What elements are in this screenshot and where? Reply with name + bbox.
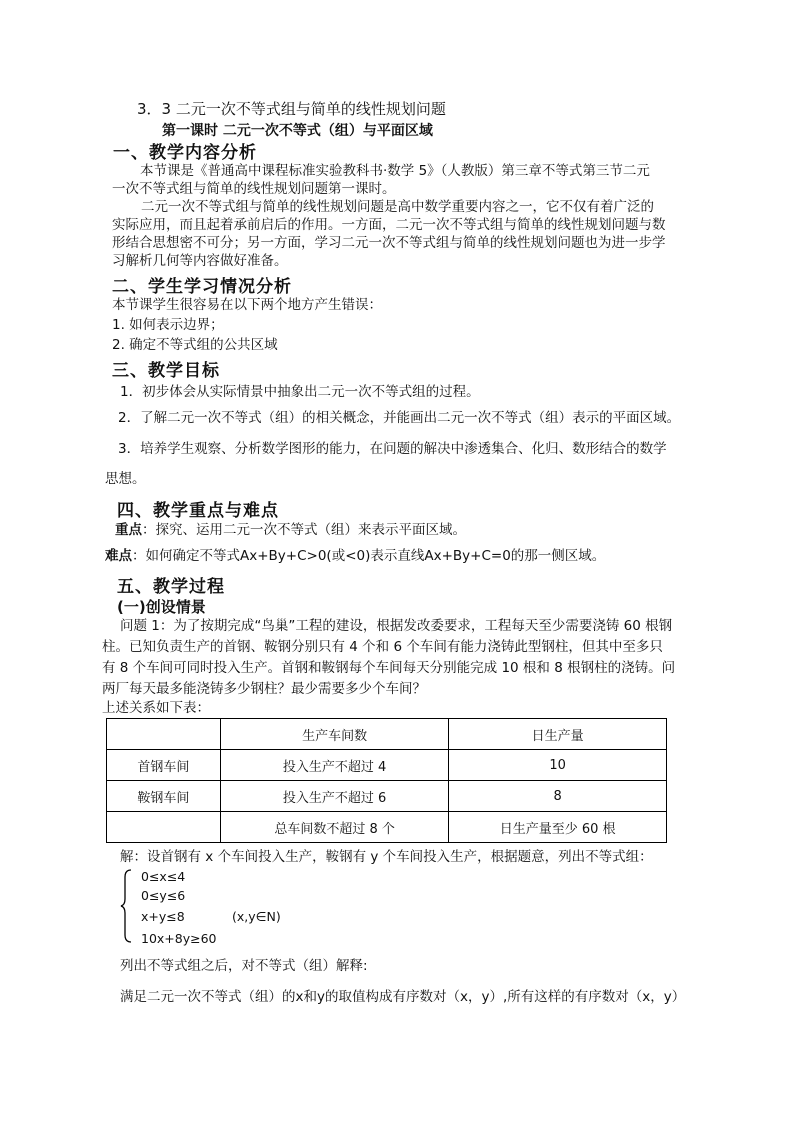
inequality-3: x+y≤8 <box>141 909 185 924</box>
table-cell: 投入生产不超过 6 <box>220 781 449 812</box>
difficulty-label: 难点 <box>105 548 132 564</box>
paragraph-line: 问题 1：为了按期完成“鸟巢”工程的建设，根据发改委要求，工程每天至少需要浇铸 60 根钢 <box>120 618 673 634</box>
table-row <box>107 781 667 812</box>
key-point-line <box>115 521 466 539</box>
table-cell <box>107 812 221 843</box>
key-point-label: 重点 <box>115 522 142 538</box>
paragraph-line: 两厂每天最多能浇铸多少钢柱？最少需要多少个车间？ <box>102 681 426 697</box>
list-item: 1. 如何表示边界； <box>112 317 224 333</box>
table-row <box>107 750 667 781</box>
subsection-heading: (一)创设情景 <box>117 598 206 616</box>
section-heading-key-points: 四、教学重点与难点 <box>117 501 279 521</box>
paragraph-line: 有 8 个车间可同时投入生产。首钢和鞍钢每个车间每天分别能完成 10 根和 8 根钢柱的浇铸。问 <box>102 660 676 676</box>
list-item: 2. 确定不等式组的公共区域 <box>112 337 278 353</box>
section-heading-process: 五、教学过程 <box>117 577 225 597</box>
table-header-row <box>107 719 667 750</box>
table-cell: 总车间数不超过 8 个 <box>220 812 449 843</box>
table-cell: 日生产量至少 60 根 <box>449 812 667 843</box>
table-cell: 8 <box>449 781 667 812</box>
table-cell <box>107 719 221 750</box>
table-cell: 首钢车间 <box>107 750 221 781</box>
table-row <box>107 812 667 843</box>
data-table <box>106 718 667 843</box>
paragraph-line: 满足二元一次不等式（组）的x和y的取值构成有序数对（x，y）,所有这样的有序数对（x，y） <box>120 989 686 1005</box>
lesson-subtitle: 第一课时 二元一次不等式（组）与平面区域 <box>162 123 433 139</box>
table-cell: 10 <box>449 750 667 781</box>
list-item: 3．培养学生观察、分析数学图形的能力，在问题的解决中渗透集合、化归、数形结合的数学 <box>118 441 667 457</box>
inequality-1: 0≤x≤4 <box>141 869 186 884</box>
list-item-continuation: 思想。 <box>105 471 146 487</box>
section-heading-student-analysis: 二、学生学习情况分析 <box>112 277 292 297</box>
inequality-2: 0≤y≤6 <box>141 888 186 903</box>
document-title: 3．3 二元一次不等式组与简单的线性规划问题 <box>137 100 446 118</box>
domain-condition: (x,y∈N) <box>232 909 281 924</box>
paragraph-line: 一次不等式组与简单的线性规划问题第一课时。 <box>112 181 396 197</box>
paragraph-line: 本节课学生很容易在以下两个地方产生错误： <box>112 297 382 313</box>
table-cell: 投入生产不超过 4 <box>220 750 449 781</box>
table-cell: 生产车间数 <box>220 719 449 750</box>
paragraph-line: 习解析几何等内容做好准备。 <box>112 253 288 269</box>
difficulty-line <box>105 547 605 565</box>
paragraph-line: 形结合思想密不可分；另一方面，学习二元一次不等式组与简单的线性规划问题也为进一步学 <box>112 235 666 251</box>
key-point-text: ：探究、运用二元一次不等式（组）来表示平面区域。 <box>142 522 466 538</box>
paragraph-line: 柱。已知负责生产的首钢、鞍钢分别只有 4 个和 6 个车间有能力浇铸此型钢柱，但其中至多只 <box>102 639 663 655</box>
section-heading-objectives: 三、教学目标 <box>112 361 220 381</box>
paragraph-line: 上述关系如下表： <box>102 700 210 716</box>
paragraph-line: 列出不等式组之后，对不等式（组）解释: <box>120 958 368 974</box>
left-brace-icon <box>120 869 132 943</box>
section-heading-content-analysis: 一、教学内容分析 <box>113 143 257 163</box>
difficulty-text: ：如何确定不等式Ax+By+C>0(或<0)表示直线Ax+By+C=0的那一侧区域。 <box>132 548 606 564</box>
inequality-4: 10x+8y≥60 <box>141 931 217 946</box>
paragraph-line: 本节课是《普通高中课程标准实验教科书·数学 5》（人教版）第三章不等式第三节二元 <box>140 163 650 179</box>
paragraph-line: 二元一次不等式组与简单的线性规划问题是高中数学重要内容之一，它不仅有着广泛的 <box>141 199 654 215</box>
solution-line: 解：设首钢有 x 个车间投入生产，鞍钢有 y 个车间投入生产，根据题意，列出不等式组： <box>120 849 653 865</box>
list-item: 2．了解二元一次不等式（组）的相关概念，并能画出二元一次不等式（组）表示的平面区域。 <box>118 410 681 426</box>
table-cell: 鞍钢车间 <box>107 781 221 812</box>
paragraph-line: 实际应用，而且起着承前启后的作用。一方面，二元一次不等式组与简单的线性规划问题与数 <box>112 217 666 233</box>
table-cell: 日生产量 <box>449 719 667 750</box>
list-item: 1．初步体会从实际情景中抽象出二元一次不等式组的过程。 <box>120 384 480 400</box>
